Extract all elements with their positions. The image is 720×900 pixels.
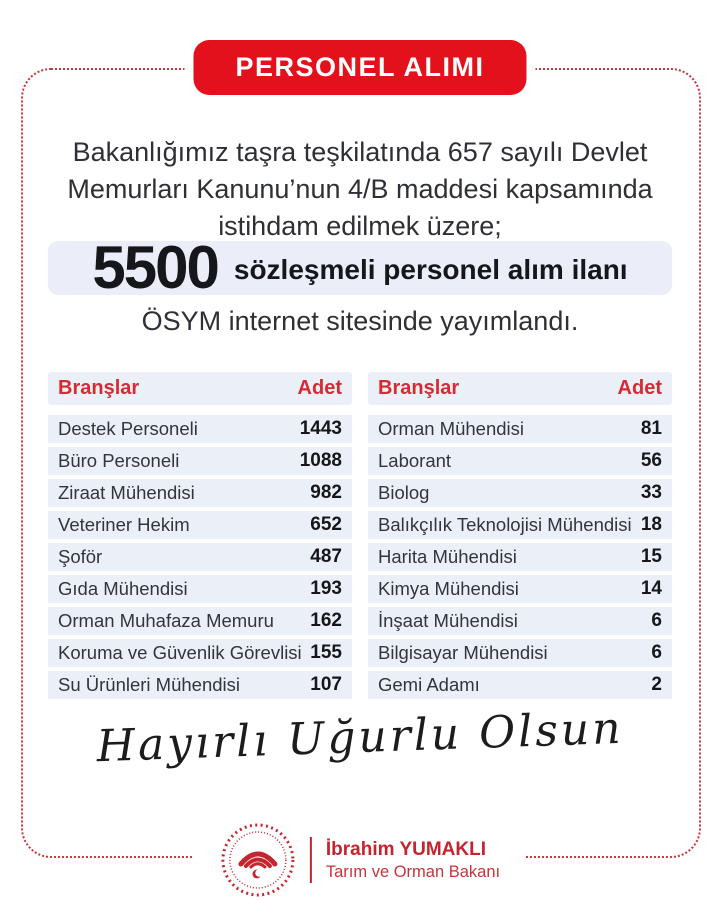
count-value: 6 [651, 642, 662, 663]
table-row [368, 575, 672, 603]
count-value: 14 [640, 578, 662, 599]
branch-label: Gıda Mühendisi [58, 578, 188, 599]
table-row [48, 607, 352, 635]
minister-title: Tarım ve Orman Bakanı [325, 862, 501, 881]
count-value: 33 [640, 482, 662, 503]
publication-note: ÖSYM internet sitesinde yayımlandı. [141, 306, 579, 336]
table-row [368, 511, 672, 539]
branch-label: Destek Personeli [58, 418, 198, 439]
count-value: 982 [310, 482, 342, 503]
count-column-header: Adet [617, 377, 662, 399]
count-column-header: Adet [297, 377, 342, 399]
count-value: 193 [310, 578, 342, 599]
table-row [48, 543, 352, 571]
table-row [368, 415, 672, 443]
branch-label: Biolog [378, 482, 430, 503]
branch-label: Veteriner Hekim [58, 514, 190, 535]
branch-label: Harita Mühendisi [378, 546, 517, 567]
branch-table-right [368, 372, 672, 703]
highlight-band [48, 234, 672, 301]
branch-tables [48, 372, 672, 703]
count-value: 107 [310, 674, 342, 695]
count-value: 2 [651, 674, 662, 695]
footer-names [326, 838, 500, 883]
count-value: 1443 [299, 418, 342, 439]
ministry-seal-icon [220, 822, 296, 898]
branch-label: Orman Mühendisi [378, 418, 525, 439]
count-value: 18 [640, 514, 662, 535]
count-value: 6 [651, 610, 662, 631]
count-value: 81 [640, 418, 662, 439]
table-row [48, 511, 352, 539]
table-row [368, 447, 672, 475]
table-row [368, 543, 672, 571]
branch-column-header: Branşlar [378, 377, 460, 399]
table-row [368, 671, 672, 699]
branch-label: Ziraat Mühendisi [58, 482, 195, 503]
branch-label: Gemi Adamı [378, 674, 480, 695]
title-banner: PERSONEL ALIMI [193, 40, 526, 95]
table-row [368, 479, 672, 507]
count-value: 1088 [299, 450, 342, 471]
signature-script: Hayırlı Uğurlu Olsun [95, 702, 625, 773]
branch-label: Şoför [58, 546, 103, 567]
count-value: 15 [640, 546, 662, 567]
table-row [48, 479, 352, 507]
branch-label: Laborant [378, 450, 452, 471]
footer-block [194, 820, 526, 900]
branch-label: İnşaat Mühendisi [378, 610, 518, 631]
branch-table-left [48, 372, 352, 703]
table-row [48, 415, 352, 443]
table-row [48, 575, 352, 603]
intro-text: Bakanlığımız taşra teşkilatında 657 sayılı Devlet Memurları Kanunu’nun 4/B maddesi kapsamında istihdam edilmek üzere; [67, 137, 653, 241]
branch-label: Büro Personeli [58, 450, 180, 471]
highlight-label: sözleşmeli personel alım ilanı [233, 254, 628, 285]
branch-label: Balıkçılık Teknolojisi Mühendisi [378, 514, 632, 535]
count-value: 162 [310, 610, 342, 631]
table-body [48, 415, 352, 699]
branch-label: Kimya Mühendisi [378, 578, 519, 599]
branch-label: Su Ürünleri Mühendisi [58, 674, 241, 695]
branch-column-header: Branşlar [58, 377, 140, 399]
count-value: 155 [310, 642, 342, 663]
table-row [368, 639, 672, 667]
count-value: 652 [310, 514, 342, 535]
table-row [48, 639, 352, 667]
branch-label: Bilgisayar Mühendisi [378, 642, 548, 663]
footer-divider [310, 837, 312, 883]
table-body [368, 415, 672, 699]
total-count: 5500 [92, 234, 218, 301]
count-value: 487 [310, 546, 342, 567]
table-row [48, 447, 352, 475]
table-row [368, 607, 672, 635]
table-header [368, 372, 672, 405]
branch-label: Orman Muhafaza Memuru [58, 610, 274, 631]
branch-label: Koruma ve Güvenlik Görevlisi [58, 642, 302, 663]
table-row [48, 671, 352, 699]
count-value: 56 [640, 450, 662, 471]
table-header [48, 372, 352, 405]
minister-name: İbrahim YUMAKLI [325, 838, 486, 860]
